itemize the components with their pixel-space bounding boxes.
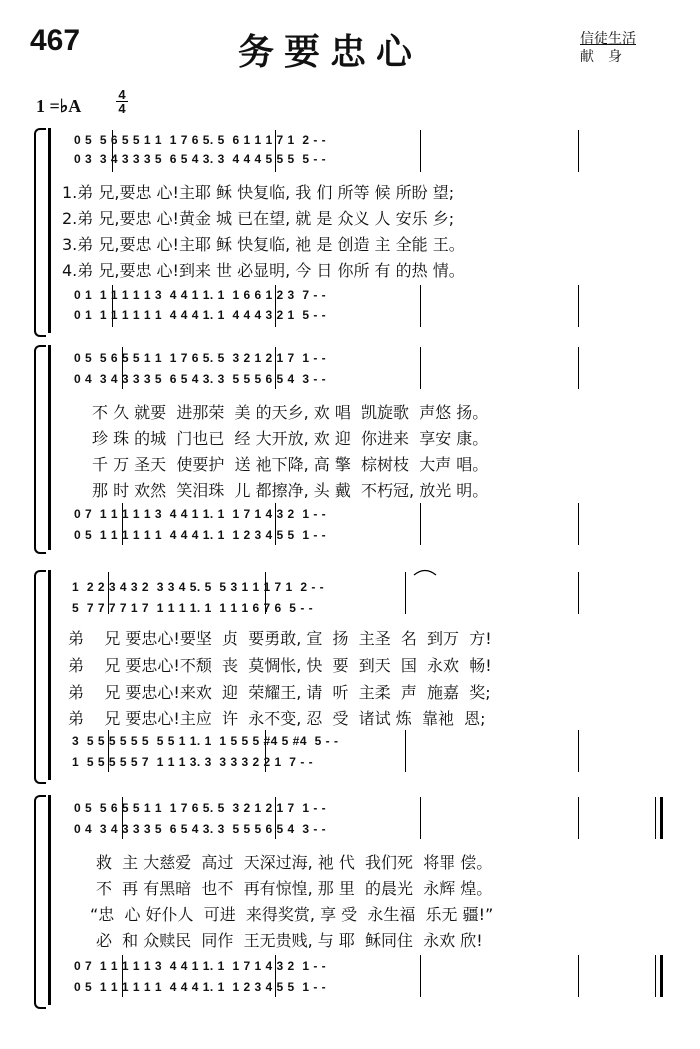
lower-part-line: 1 5 5 5 5 5 7 1 1 1 3. 3 3 3 3 2 2 1 7 - -	[72, 755, 314, 769]
lower-part-line: 0 7 1 1 1 1 1 3 4 4 1 1. 1 1 7 1 4 3 2 1 - -	[74, 507, 327, 521]
barline	[578, 955, 579, 997]
lyric-line: 弟 兄 要忠心!来欢 迎 荣耀王, 请 听 主柔 声 施嘉 奖;	[68, 683, 491, 702]
book-section: 信徒生活	[580, 31, 636, 47]
time-signature	[116, 88, 128, 115]
final-barline-thick	[660, 797, 663, 839]
slur-mark	[412, 566, 438, 576]
lyric-line: 1.弟 兄,要忠 心!主耶 稣 快复临, 我 们 所等 候 所盼 望;	[62, 183, 455, 202]
upper-part-line: 5 7 7 7 7 1 7 1 1 1 1. 1 1 1 1 6 7 6 5 - -	[72, 601, 314, 615]
barline	[420, 797, 421, 839]
barline	[578, 130, 579, 172]
barline	[578, 730, 579, 772]
book-category: 献 身	[580, 49, 622, 65]
lyric-line: 弟 兄 要忠心!主应 许 永不变, 忍 受 诸试 炼 靠祂 恩;	[68, 709, 486, 728]
final-barline-thin	[655, 797, 656, 839]
upper-part-line: 0 5 5 6 5 5 1 1 1 7 6 5. 5 3 2 1 2 1 7 1 - -	[74, 801, 327, 815]
barline	[405, 730, 406, 772]
final-barline-thick	[660, 955, 663, 997]
lyric-line: 2.弟 兄,要忠 心!黄金 城 已在望, 就 是 众义 人 安乐 乡;	[62, 209, 455, 228]
lyric-line: 珍 珠 的城 门也已 经 大开放, 欢 迎 你进来 享安 康。	[92, 429, 489, 448]
lower-part-line: 0 1 1 1 1 1 1 3 4 4 1 1. 1 1 6 6 1 2 3 7 - -	[74, 288, 327, 302]
barline	[420, 347, 421, 389]
upper-part-line: 0 3 3 4 3 3 3 5 6 5 4 3. 3 4 4 4 5 5 5 5 - -	[74, 152, 327, 166]
lower-part-line: 0 7 1 1 1 1 1 3 4 4 1 1. 1 1 7 1 4 3 2 1 - -	[74, 959, 327, 973]
lyric-line: 不 久 就要 进那荣 美 的天乡, 欢 唱 凯旋歌 声悠 扬。	[92, 403, 489, 422]
hymn-number: 467	[30, 24, 81, 57]
final-barline-thin	[655, 955, 656, 997]
barline	[420, 955, 421, 997]
upper-part-line: 0 4 3 4 3 3 3 5 6 5 4 3. 3 5 5 5 6 5 4 3 - -	[74, 822, 327, 836]
upper-part-line: 0 5 5 6 5 5 1 1 1 7 6 5. 5 3 2 1 2 1 7 1 - -	[74, 351, 327, 365]
lyric-line: 必 和 众赎民 同作 王无贵贱, 与 耶 稣同住 永欢 欣!	[96, 931, 483, 950]
hymn-title: 务要忠心	[238, 31, 423, 73]
system-brace	[34, 570, 46, 784]
lyric-line: 不 再 有黑暗 也不 再有惊惶, 那 里 的晨光 永辉 煌。	[96, 879, 493, 898]
system-brace	[34, 795, 46, 1009]
system-brace	[34, 128, 46, 337]
barline	[578, 347, 579, 389]
system-start-line	[48, 128, 51, 333]
lyric-line: “忠 心 好仆人 可进 来得奖赏, 享 受 永生福 乐无 疆!”	[90, 905, 494, 924]
barline	[578, 572, 579, 614]
lyric-line: 救 主 大慈爱 高过 天深过海, 祂 代 我们死 将罪 偿。	[96, 853, 493, 872]
system-brace	[34, 345, 46, 554]
barline	[578, 797, 579, 839]
lower-part-line: 0 5 1 1 1 1 1 1 4 4 4 1. 1 1 2 3 4 5 5 1 - -	[74, 980, 327, 994]
time-signature-top: 4	[118, 87, 126, 102]
lower-part-line: 3 5 5 5 5 5 5 5 5 1 1. 1 1 5 5 5 #4 5 #4 5 - -	[72, 734, 339, 748]
system-start-line	[48, 570, 51, 780]
system-start-line	[48, 795, 51, 1005]
system-start-line	[48, 345, 51, 550]
lyric-line: 3.弟 兄,要忠 心!主耶 稣 快复临, 祂 是 创造 主 全能 王。	[62, 235, 465, 254]
barline	[420, 285, 421, 327]
barline	[420, 130, 421, 172]
barline	[420, 503, 421, 545]
barline	[405, 572, 406, 614]
barline	[578, 285, 579, 327]
upper-part-line: 0 5 5 6 5 5 1 1 1 7 6 5. 5 6 1 1 1 7 1 2 - -	[74, 133, 327, 147]
lyric-line: 弟 兄 要忠心!要坚 贞 要勇敢, 宣 扬 主圣 名 到万 方!	[68, 629, 492, 648]
key-signature: 1 =♭A	[36, 96, 82, 116]
lower-part-line: 0 1 1 1 1 1 1 1 4 4 4 1. 1 4 4 4 3 2 1 5 - -	[74, 308, 327, 322]
barline	[578, 503, 579, 545]
lyric-line: 那 时 欢然 笑泪珠 儿 都擦净, 头 戴 不朽冠, 放光 明。	[92, 481, 489, 500]
lyric-line: 千 万 圣天 使要护 送 祂下降, 高 擎 棕树枝 大声 唱。	[92, 455, 489, 474]
time-signature-bottom: 4	[118, 101, 126, 116]
lower-part-line: 0 5 1 1 1 1 1 1 4 4 4 1. 1 1 2 3 4 5 5 1 - -	[74, 528, 327, 542]
upper-part-line: 0 4 3 4 3 3 3 5 6 5 4 3. 3 5 5 5 6 5 4 3 - -	[74, 372, 327, 386]
lyric-line: 弟 兄 要忠心!不颓 丧 莫惆怅, 快 要 到天 国 永欢 畅!	[68, 656, 492, 675]
lyric-line: 4.弟 兄,要忠 心!到来 世 必显明, 今 日 你所 有 的热 情。	[62, 261, 465, 280]
upper-part-line: 1 2 2 3 4 3 2 3 3 4 5. 5 5 3 1 1 1 7 1 2 - -	[72, 580, 325, 594]
